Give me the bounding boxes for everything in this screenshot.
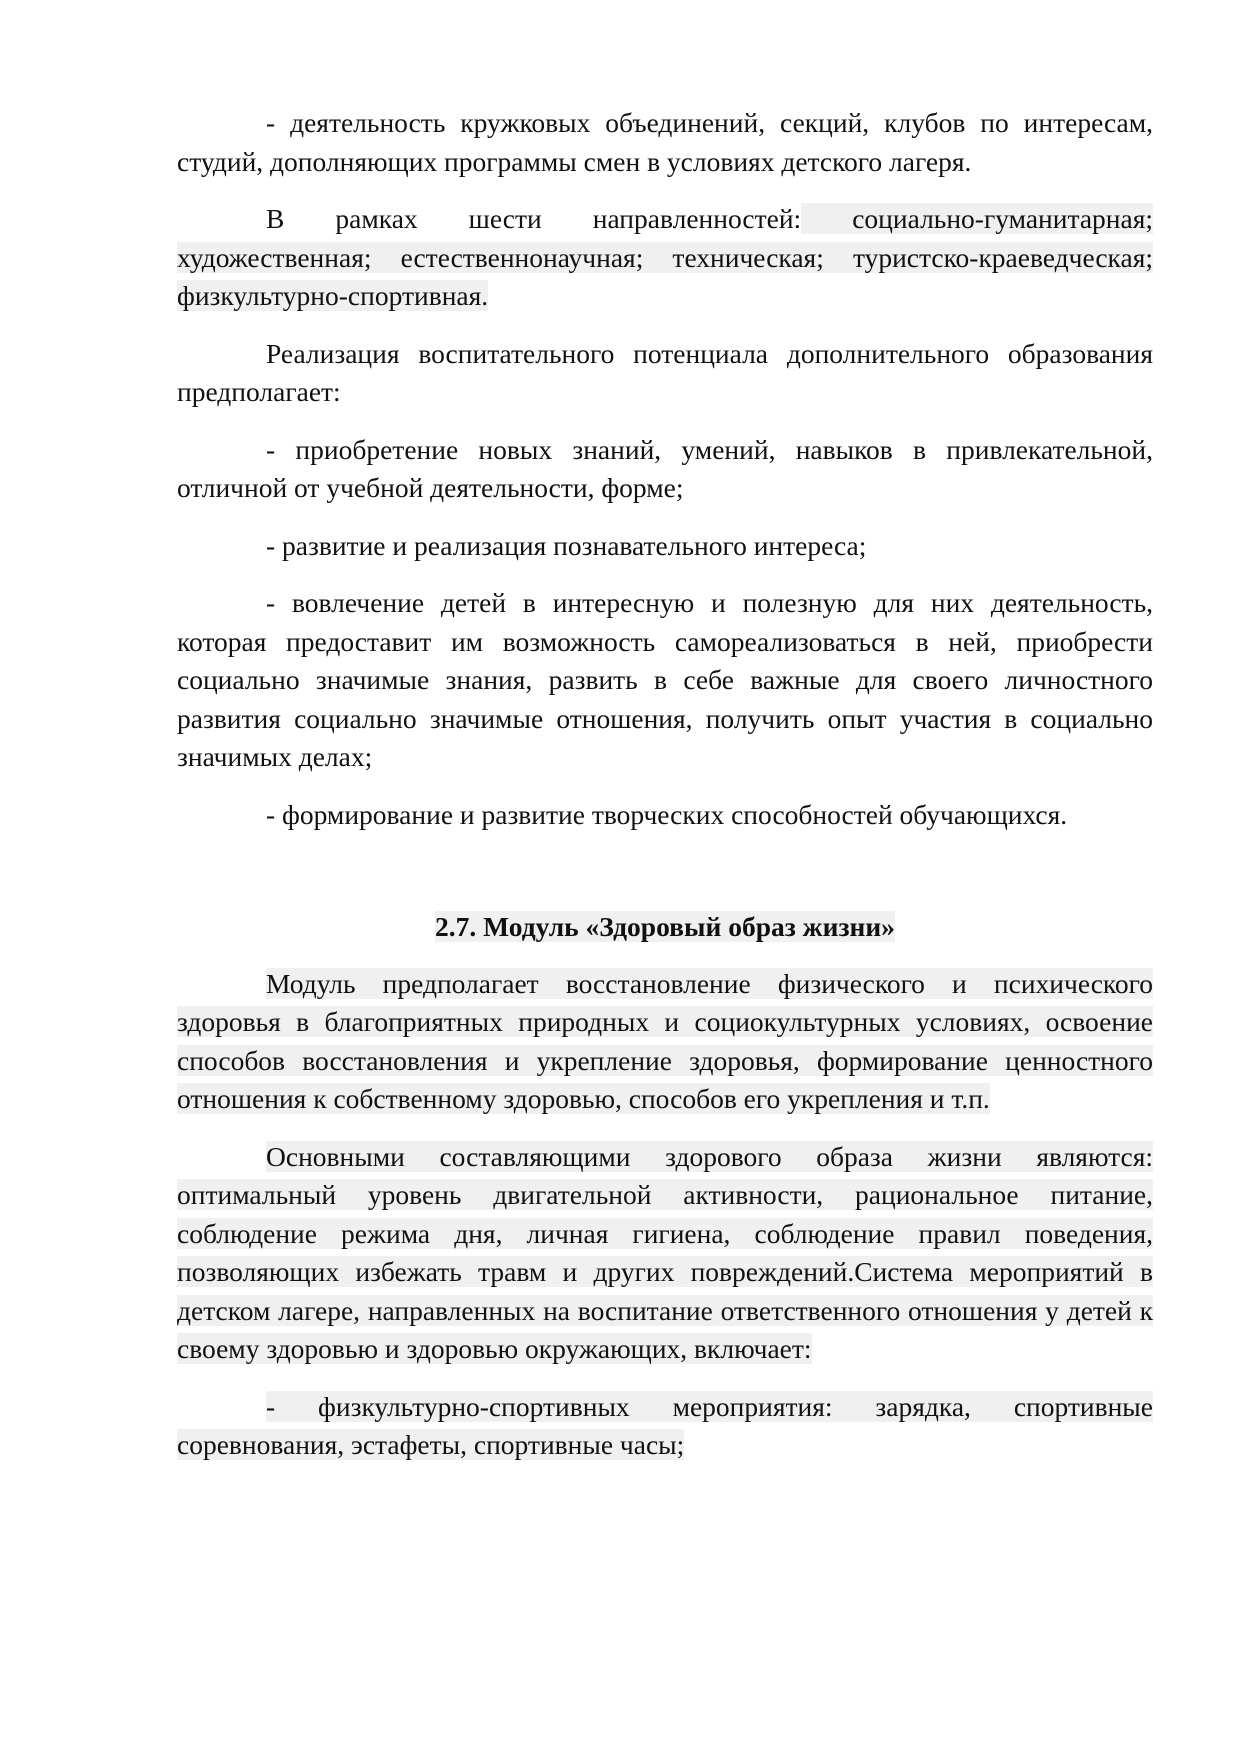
paragraph-directions-list: социально-гуманитарная; художественная; естественнонаучная; техническая; туристско-краеведческая; физкультурно-спортивная. (177, 203, 1153, 311)
section-heading-text: 2.7. Модуль «Здоровый образ жизни» (435, 911, 895, 942)
paragraph-new-knowledge: - приобретение новых знаний, умений, навыков в привлекательной, отличной от учебной деятельности, форме; (177, 433, 1153, 503)
paragraph-sports-events (177, 1388, 1153, 1465)
paragraph-healthy-lifestyle-components-text: Основными составляющими здорового образа жизни являются: оптимальный уровень двигательной активности, рациональное питание, соблюдение режима дня, личная гигиена, соблюдение правил поведения, позволяющих избежать травм и других повреждений.Система мероприятий в детском лагере, направленных на воспитание ответственного отношения у детей к своему здоровью и здоровью окружающих, включает: (177, 1140, 1153, 1364)
document-body (177, 104, 1153, 1484)
paragraph-module-description (177, 965, 1153, 1119)
paragraph-potential: Реализация воспитательного потенциала дополнительного образования предполагает: (177, 337, 1153, 407)
paragraph-involvement: - вовлечение детей в интересную и полезную для них деятельность, которая предоставит им возможность самореализоваться в ней, приобрести социально значимые знания, развить в себе важные для своего личностного развития социально значимые отношения, получить опыт участия в социально значимых делах; (177, 587, 1153, 772)
section-heading (177, 908, 1153, 947)
paragraph-module-description-text: Модуль предполагает восстановление физического и психического здоровья в благоприятных природных и социокультурных условиях, освоение способов восстановления и укрепление здоровья, формирование ценностного отношения к собственному здоровью, способов его укрепления и т.п. (177, 967, 1153, 1114)
paragraph-directions (177, 200, 1153, 316)
paragraph-clubs-activities: - деятельность кружковых объединений, секций, клубов по интересам, студий, дополняющих программы смен в условиях детского лагеря. (177, 107, 1153, 177)
paragraph-creative-abilities: - формирование и развитие творческих способностей обучающихся. (266, 798, 1068, 830)
paragraph-healthy-lifestyle-components (177, 1138, 1153, 1369)
paragraph-cognitive-interest: - развитие и реализация познавательного интереса; (266, 529, 867, 561)
paragraph-sports-events-text: - физкультурно-спортивных мероприятия: зарядка, спортивные соревнования, эстафеты, спортивные часы; (177, 1390, 1153, 1460)
paragraph-directions-lead: В рамках шести направленностей: (266, 203, 802, 234)
